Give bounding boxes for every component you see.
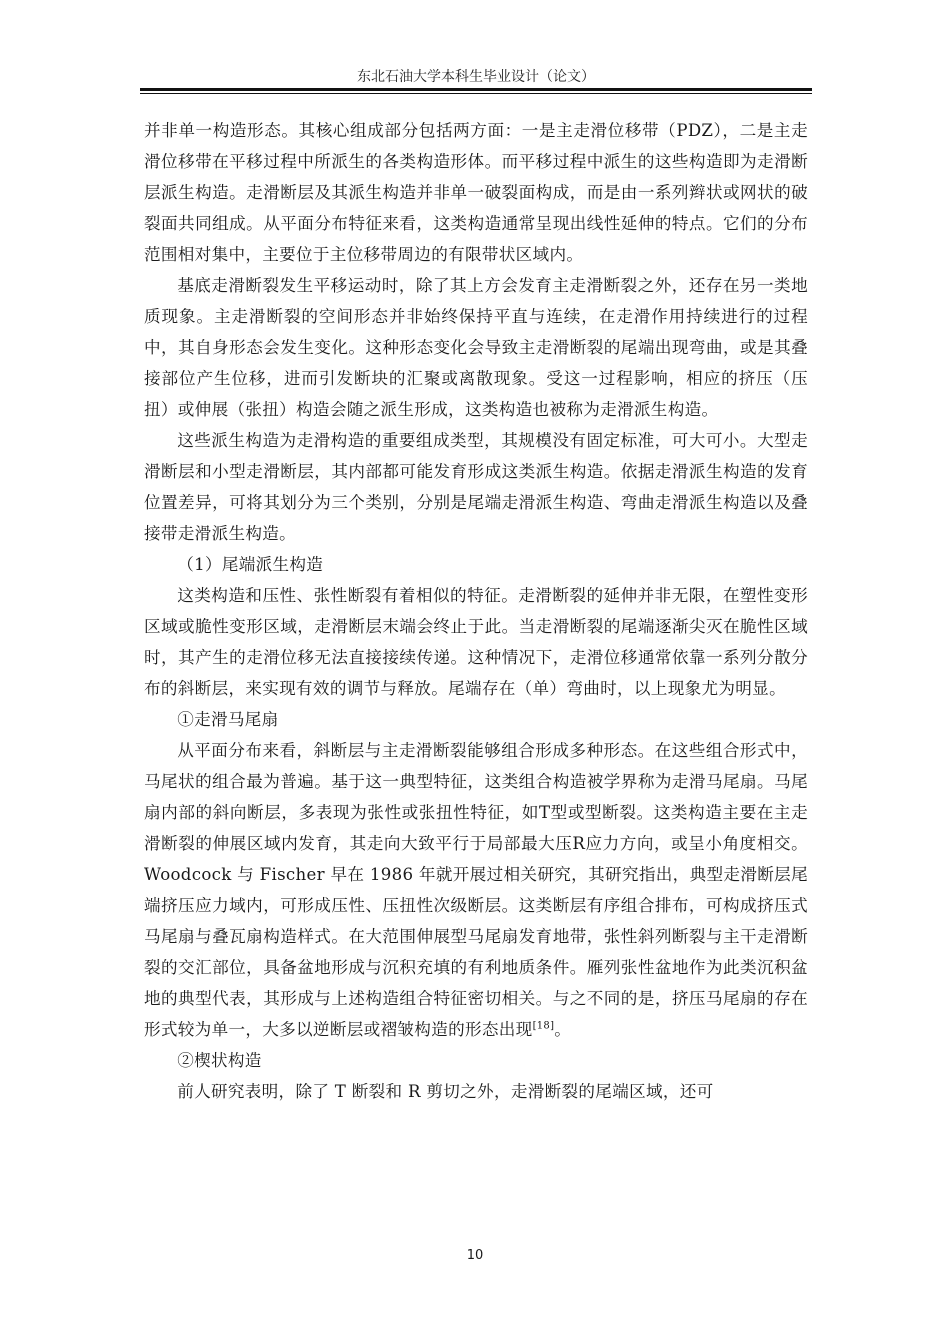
- section-heading: （1）尾端派生构造: [177, 555, 324, 574]
- subsection-heading: ②楔状构造: [177, 1051, 262, 1070]
- paragraph-end: 。: [554, 1020, 572, 1039]
- header-rule-thin: [140, 93, 812, 94]
- paragraph: 并非单一构造形态。其核心组成部分包括两方面：一是主走滑位移带（PDZ），二是主走滑位移带在平移过程中所派生的各类构造形体。而平移过程中派生的这些构造即为走滑断层派生构造。走滑断层及其派生构造并非单一破裂面构成，而是由一系列辫状或网状的破裂面共同组成。从平面分布特征来看，这类构造通常呈现出线性延伸的特点。它们的分布范围相对集中，主要位于主位移带周边的有限带状区域内。: [144, 121, 808, 264]
- paragraph: 这些派生构造为走滑构造的重要组成类型，其规模没有固定标准，可大可小。大型走滑断层和小型走滑断层，其内部都可能发育形成这类派生构造。依据走滑派生构造的发育位置差异，可将其划分为三个类别，分别是尾端走滑派生构造、弯曲走滑派生构造以及叠接带走滑派生构造。: [144, 431, 808, 543]
- body-text: [144, 115, 808, 1107]
- citation-ref: [18]: [532, 1020, 555, 1032]
- subsection-heading: ①走滑马尾扇: [177, 710, 279, 729]
- paragraph: [144, 735, 808, 1045]
- header-rule-thick: [140, 88, 812, 91]
- running-header: 东北石油大学本科生毕业设计（论文）: [357, 69, 595, 85]
- paragraph: 前人研究表明，除了 T 断裂和 R 剪切之外，走滑断裂的尾端区域，还可: [177, 1082, 714, 1101]
- paragraph: 这类构造和压性、张性断裂有着相似的特征。走滑断裂的延伸并非无限，在塑性变形区域或脆性变形区域，走滑断层末端会终止于此。当走滑断裂的尾端逐渐尖灭在脆性区域时，其产生的走滑位移无法直接接续传递。这种情况下，走滑位移通常依靠一系列分散分布的斜断层，来实现有效的调节与释放。尾端存在（单）弯曲时，以上现象尤为明显。: [144, 586, 808, 698]
- paragraph: 基底走滑断裂发生平移运动时，除了其上方会发育主走滑断裂之外，还存在另一类地质现象。主走滑断裂的空间形态并非始终保持平直与连续，在走滑作用持续进行的过程中，其自身形态会发生变化。这种形态变化会导致主走滑断裂的尾端出现弯曲，或是其叠接部位产生位移，进而引发断块的汇聚或离散现象。受这一过程影响，相应的挤压（压扭）或伸展（张扭）构造会随之派生形成，这类构造也被称为走滑派生构造。: [144, 276, 808, 419]
- page-number: 10: [466, 1248, 484, 1263]
- paragraph-text: 从平面分布来看，斜断层与主走滑断裂能够组合形成多种形态。在这些组合形式中，马尾状的组合最为普遍。基于这一典型特征，这类组合构造被学界称为走滑马尾扇。马尾扇内部的斜向断层，多表现为张性或张扭性特征，如T型或型断裂。这类构造主要在主走滑断裂的伸展区域内发育，其走向大致平行于局部最大压R应力方向，或呈小角度相交。Woodcock 与 Fischer 早在 1986 年就开展过相关研究，其研究指出，典型走滑断层尾端挤压应力域内，可形成压性、压扭性次级断层。这类断层有序组合排布，可构成挤压式马尾扇与叠瓦扇构造样式。在大范围伸展型马尾扇发育地带，张性斜列断裂与主干走滑断裂的交汇部位，具备盆地形成与沉积充填的有利地质条件。雁列张性盆地作为此类沉积盆地的典型代表，其形成与上述构造组合特征密切相关。与之不同的是，挤压马尾扇的存在形式较为单一，大多以逆断层或褶皱构造的形态出现: [144, 741, 808, 1039]
